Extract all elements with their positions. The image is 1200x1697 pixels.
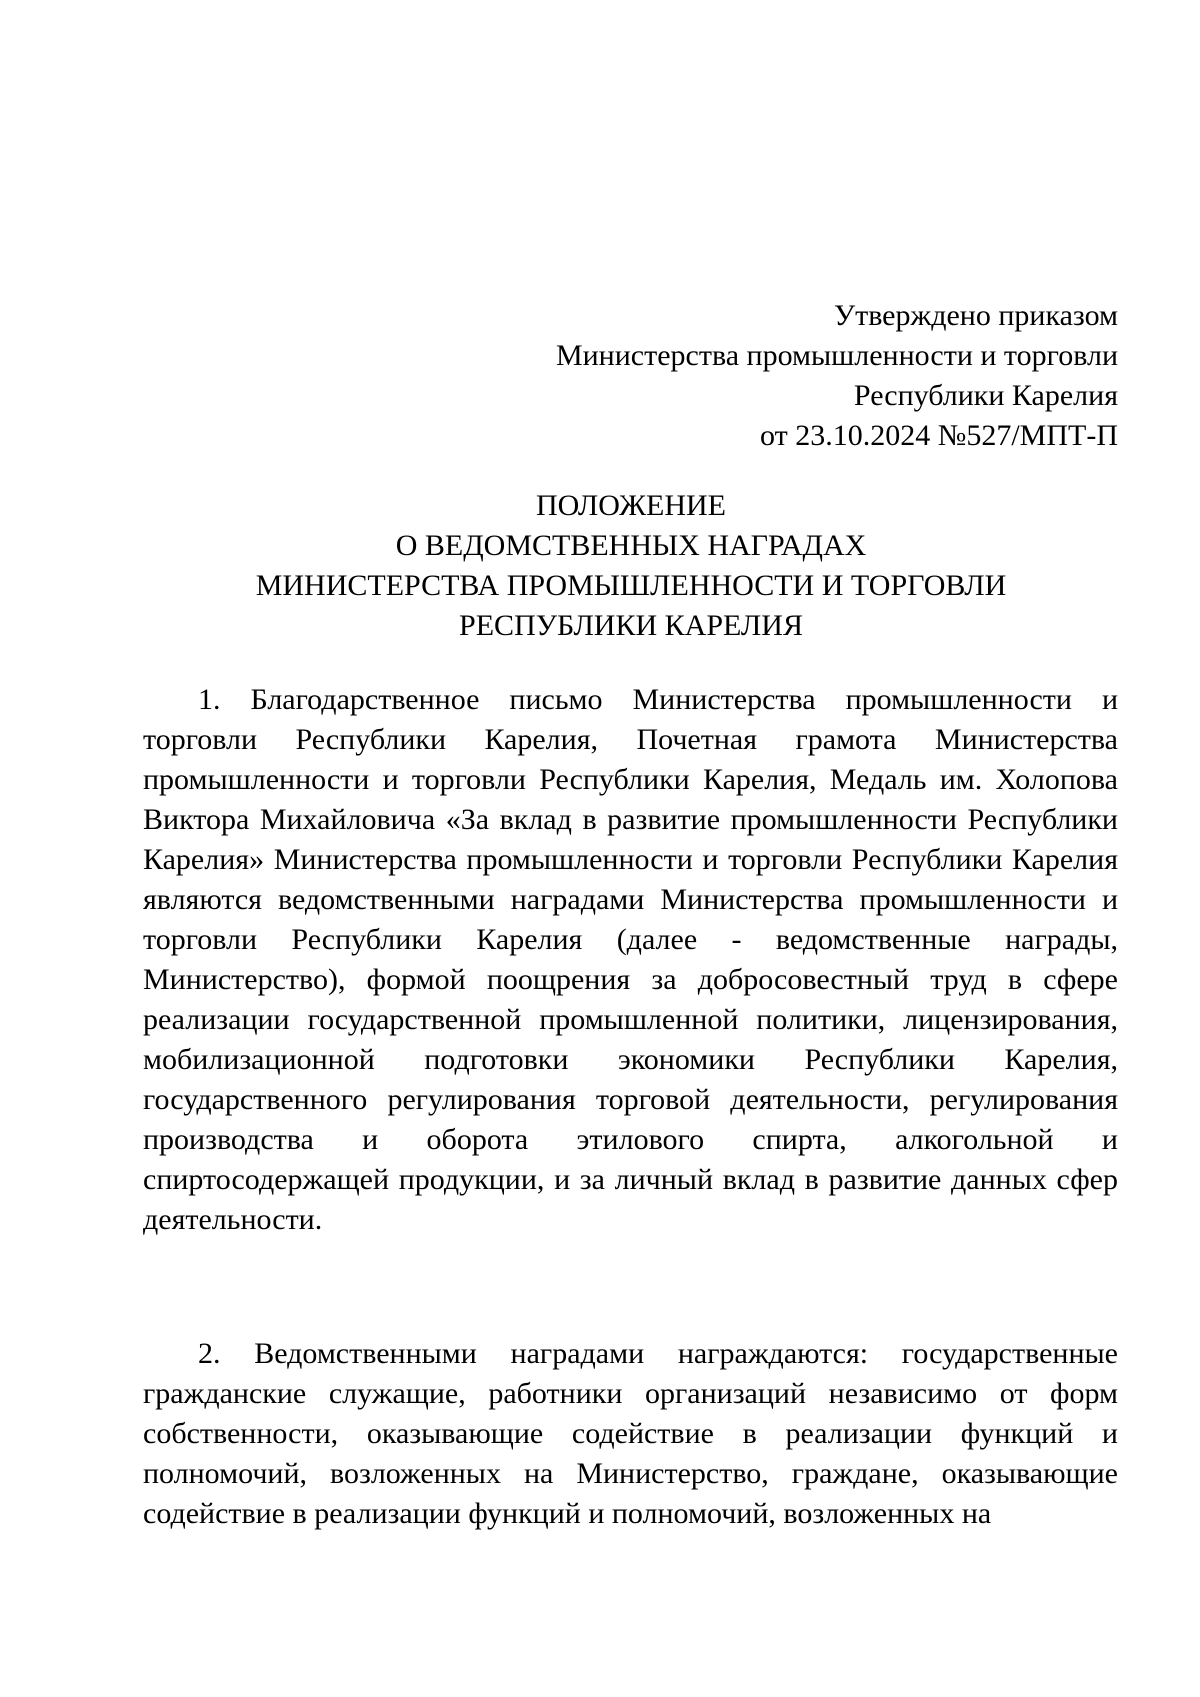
approval-line-4: от 23.10.2024 №527/МПТ-П [760,419,1118,452]
approval-line-1: Утверждено приказом [833,299,1118,332]
approval-line-2: Министерства промышленности и торговли [555,339,1118,372]
paragraph-1: 1. Благодарственное письмо Министерства промышленности и торговли Республики Карелия, Почетная грамота Министерства промышленности и торговли Республики Карелия, Медаль им. Холопова Виктора Михайловича «За вклад в развитие промышленности Республики Карелия» Министерства промышленности и торговли Республики Карелия являются ведомственными наградами Министерства промышленности и торговли Республики Карелия (далее - ведомственные награды, Министерство), формой поощрения за добросовестный труд в сфере реализации государственной промышленной политики, лицензирования, мобилизационной подготовки экономики Республики Карелия, государственного регулирования торговой деятельности, регулирования производства и оборота этилового спирта, алкогольной и спиртосодержащей продукции, и за личный вклад в развитие данных сфер деятельности. [143,683,1118,1236]
title-line-3: МИНИСТЕРСТВА ПРОМЫШЛЕННОСТИ И ТОРГОВЛИ [255,569,1007,602]
approval-block [418,296,1118,456]
title-line-1: ПОЛОЖЕНИЕ [536,489,726,522]
approval-line-3: Республики Карелия [853,379,1118,412]
paragraph-2: 2. Ведомственными наградами награждаются: государственные гражданские служащие, работники организаций независимо от форм собственности, оказывающие содействие в реализации функций и полномочий, возложенных на Министерство, граждане, оказывающие содействие в реализации функций и полномочий, возложенных на [143,1337,1118,1530]
document-title [0,486,1200,646]
title-line-4: РЕСПУБЛИКИ КАРЕЛИЯ [459,609,803,642]
title-line-2: О ВЕДОМСТВЕННЫХ НАГРАДАХ [395,529,867,562]
